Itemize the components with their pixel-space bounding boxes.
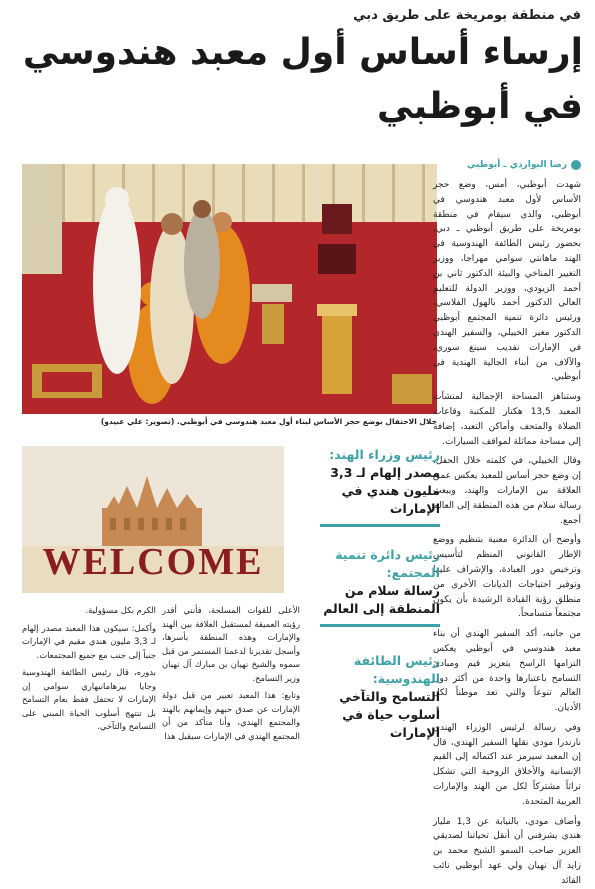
paragraph: وأوضح أن الدائرة معنية بتنظيم ووضع الإطار القانوني المنظم لتأسيس وترخيص دور العبادة، والإشراف عليها وتوفير احتياجات الديانات الأخرى من منطلق رؤية القيادة الرشيدة بأن يكون مجتمعاً متسامحاً. xyxy=(433,535,581,620)
paragraph: وأضاف مودي، بالنيابة عن 1,3 مليار هندي يشرفني أن أنقل تحياتنا لصديقي العزيز صاحب السمو الشيخ محمد بن زايد آل نهيان ولي عهد أبوظبي نائب القائد xyxy=(433,816,581,886)
pull-quote-text: مصدر إلهام لـ 3,3 مليون هندي في الإمارات xyxy=(330,465,440,516)
photo-caption: خلال الاحتفال بوضع حجر الأساس لبناء أول معبد هندوسي في أبوظبي. (تصوير: علي عبيدو) xyxy=(100,417,437,426)
paragraph: وقال الخييلي، في كلمته خلال الحفل، إن وضع حجر أساس للمعبد يعكس عمق العلاقة بين الإمارات والهند، ويبعث رسالة سلام من هذه المنطقة إلى العالم أجمع. xyxy=(433,456,581,526)
pull-quote-divider xyxy=(320,524,440,527)
temple-render-graphic xyxy=(22,446,284,593)
body-column-right xyxy=(433,178,581,886)
ceremony-photo-graphic xyxy=(22,164,437,414)
pull-quote-lead: رئيس دائرة تنمية المجتمع: xyxy=(335,547,440,580)
pull-quote-lead: رئيس الطائفة الهندوسية: xyxy=(353,653,440,686)
paragraph: وستناهز المساحة الإجمالية لمنشآت المعبد 13,5 هكتار للمكتبة وقاعات الصلاة والمتحف وأماكن التعبد، إضافة إلى مساحة مماثلة لمواقف السيارات. xyxy=(433,392,581,447)
paragraph: وأكمل: سيكون هذا المعبد مصدر إلهام لـ 3,3 مليون هندي مقيم في الإمارات جنباً إلى جنب مع جميع المجتمعات. xyxy=(22,622,156,660)
pull-quote-divider xyxy=(320,624,440,627)
paragraph: الكرم بكل مسؤولية. xyxy=(85,605,156,615)
paragraph: شهدت أبوظبي، أمس، وضع حجر الأساس لأول معبد هندوسي في أبوظبي، والذي سيقام في منطقة بومريخة على طريق أبوظبي ـ دبي، بحضور رئيس الطائفة الهندوسية في الهند ماهانتي سوامي مهراجا، ووزير التغيير المناخي والبيئة الدكتور ثاني بن أحمد الزيودي، ووزير الدولة للتعليم العالي الدكتور أحمد بالهول الفلاسي، ورئيس دائرة تنمية المجتمع أبوظبي الدكتور مغير الخييلي، والسفير الهندي في الإمارات نفديب سينغ سوري، والآلاف من أبناء الجالية الهندية في أبوظبي. xyxy=(433,180,581,383)
pull-quote-text: التسامح والتآخي أسلوب حياة في الإمارات xyxy=(339,689,440,740)
pull-quote xyxy=(320,546,440,627)
byline-author: رضا البواردي ـ أبوظبي xyxy=(466,160,567,170)
article-headline: إرساء أساس أول معبد هندوسي في أبوظبي xyxy=(22,32,583,127)
body-column-middle xyxy=(162,604,300,794)
temple-render-photo xyxy=(22,446,284,593)
location-pin-icon xyxy=(571,160,581,170)
ceremony-photo xyxy=(22,164,437,414)
welcome-sign-text: WELCOME xyxy=(42,541,264,583)
pull-quote-text: رسالة سلام من المنطقة إلى العالم xyxy=(323,583,440,616)
paragraph: الأعلى للقوات المسلحة، فأنني أقدر رؤيته العميقة لمستقبل العلاقة بين الهند والإمارات وهذه المنطقة بأسرها، وأسجل تقديرنا لدعمنا المستمر من قبل سموه والشيخ نهيان بن مبارك آل نهيان وزير التسامح. xyxy=(162,605,300,683)
byline xyxy=(431,160,581,170)
article-kicker: في منطقة بومريخة على طريق دبي xyxy=(353,8,581,23)
body-column-left xyxy=(22,604,156,794)
paragraph: وتابع: هذا المعبد تعبير من قبل دولة الإمارات عن صدق حبهم وإيمانهم بالهند والمجتمع الهندي، وأنا متأكد من أن المجتمع الهندي في الإمارات سيقبل هذا xyxy=(162,690,300,741)
paragraph: من جانبه، أكد السفير الهندي أن بناء معبد هندوسي في أبوظبي يعكس التزامها الراسخ بتعزيز قيم ومبادئ التسامح باعتبارها واحدة من أكثر دول العالم تنوعاً والتي تعد موطناً لكل الأديان. xyxy=(433,629,581,714)
pull-quote xyxy=(320,446,440,527)
paragraph: بدوره، قال رئيس الطائفة الهندوسية وجايا بيرهامانيهاري سوامي إن الإمارات لا تحتفل فقط بعام التسامح بل تنتهج أسلوب الحياة المبني على التسامح والتآخي. xyxy=(22,667,156,731)
pull-quote-lead: رئيس وزراء الهند: xyxy=(329,447,440,462)
pull-quote xyxy=(320,652,440,742)
paragraph: وفي رسالة لرئيس الوزراء الهندي نارندرا مودي نقلها السفير الهندي، قال إن المعبد سيرمز عند اكتماله إلى القيم الإنسانية والأخلاق الروحية التي تشكل تراثاً مشتركاً لكل من الهند والإمارات العربية المتحدة. xyxy=(433,722,581,807)
